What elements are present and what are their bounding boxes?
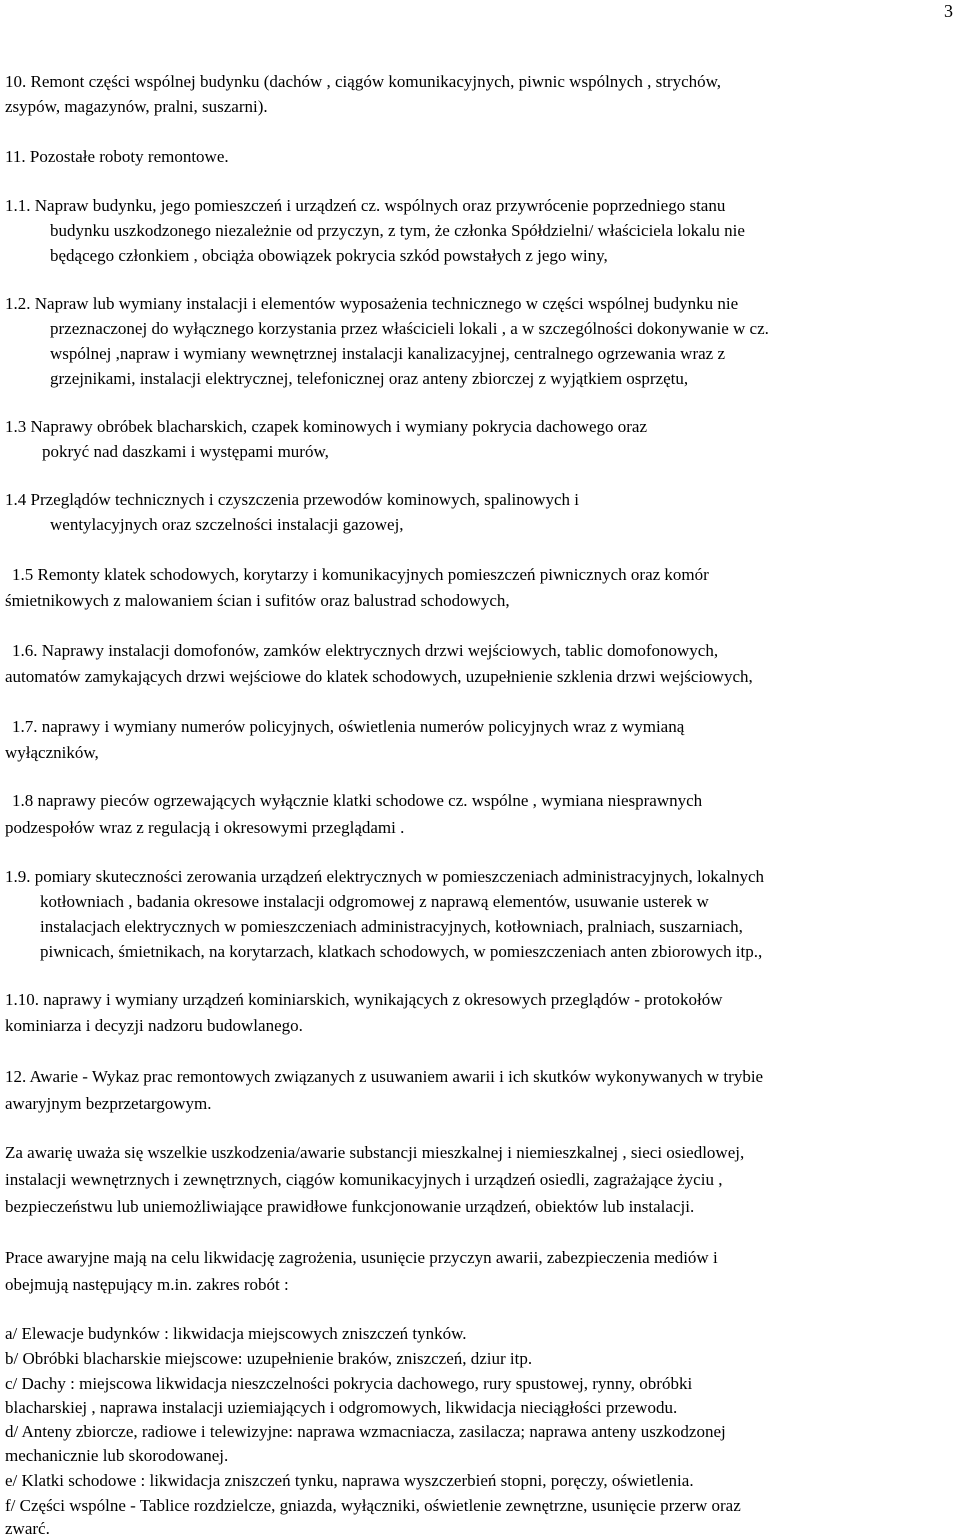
list-item-c-line-1: c/ Dachy : miejscowa likwidacja nieszczelności pokrycia dachowego, rury spustowej, rynny, obróbki: [5, 1374, 693, 1393]
item-1-10-line-2: kominiarza i decyzji nadzoru budowlanego.: [5, 1016, 303, 1035]
item-1-6-line-2: automatów zamykających drzwi wejściowe do klatek schodowych, uzupełnienie szklenia drzwi wejściowych,: [5, 667, 753, 686]
item-1-4-line-1: 1.4 Przeglądów technicznych i czyszczenia przewodów kominowych, spalinowych i: [5, 490, 580, 509]
item-11: 11. Pozostałe roboty remontowe.: [5, 147, 229, 166]
item-1-7-line-2: wyłączników,: [5, 743, 99, 762]
awaria-definition-line-2: instalacji wewnętrznych i zewnętrznych, ciągów komunikacyjnych i urządzeń osiedli, zagrażające życiu ,: [5, 1170, 723, 1189]
item-1-6-line-1: 1.6. Naprawy instalacji domofonów, zamków elektrycznych drzwi wejściowych, tablic domofonowych,: [12, 641, 719, 660]
list-item-a: a/ Elewacje budynków : likwidacja miejscowych zniszczeń tynków.: [5, 1324, 467, 1343]
item-1-3-line-1: 1.3 Naprawy obróbek blacharskich, czapek kominowych i wymiany pokrycia dachowego oraz: [5, 417, 647, 436]
item-1-9-line-1: 1.9. pomiary skuteczności zerowania urządzeń elektrycznych w pomieszczeniach administracyjnych, lokalnych: [5, 867, 765, 886]
item-1-9-line-3: instalacjach elektrycznych w pomieszczeniach administracyjnych, kotłowniach, pralniach, suszarniach,: [40, 917, 743, 936]
item-1-10-line-1: 1.10. naprawy i wymiany urządzeń kominiarskich, wynikających z okresowych przeglądów - protokołów: [5, 990, 723, 1009]
prace-awaryjne-line-1: Prace awaryjne mają na celu likwidację zagrożenia, usunięcie przyczyn awarii, zabezpieczenia mediów i: [5, 1248, 718, 1267]
list-item-d-line-2: mechanicznie lub skorodowanej.: [5, 1446, 229, 1465]
item-1-2-line-2: przeznaczonej do wyłącznego korzystania przez właścicieli lokali , a w szczególności dokonywanie w cz.: [50, 319, 769, 338]
item-1-8-line-2: podzespołów wraz z regulacją i okresowymi przeglądami .: [5, 818, 405, 837]
page-number: 3: [944, 1, 953, 21]
item-1-2-line-3: wspólnej ,napraw i wymiany wewnętrznej instalacji kanalizacyjnej, centralnego ogrzewania wraz z: [50, 344, 725, 363]
list-item-b: b/ Obróbki blacharskie miejscowe: uzupełnienie braków, zniszczeń, dziur itp.: [5, 1349, 533, 1368]
awaria-definition-line-3: bezpieczeństwu lub uniemożliwiające prawidłowe funkcjonowanie urządzeń, obiektów lub instalacji.: [5, 1197, 695, 1216]
list-item-f-line-1: f/ Części wspólne - Tablice rozdzielcze, gniazda, wyłączniki, oświetlenie zewnętrzne, usunięcie przerw oraz: [5, 1496, 741, 1515]
item-1-5-line-2: śmietnikowych z malowaniem ścian i sufitów oraz balustrad schodowych,: [5, 591, 510, 610]
item-1-9-line-4: piwnicach, śmietnikach, na korytarzach, klatkach schodowych, w pomieszczeniach anten zbiorowych itp.,: [40, 942, 763, 961]
item-1-2-line-4: grzejnikami, instalacji elektrycznej, telefonicznej oraz anteny zbiorczej z wyjątkiem osprzętu,: [50, 369, 689, 388]
item-10-line-1: 10. Remont części wspólnej budynku (dachów , ciągów komunikacyjnych, piwnic wspólnych , strychów,: [5, 72, 722, 91]
item-1-1-line-3: będącego członkiem , obciąża obowiązek pokrycia szkód powstałych z jego winy,: [50, 246, 608, 265]
item-1-4-line-2: wentylacyjnych oraz szczelności instalacji gazowej,: [50, 515, 404, 534]
item-1-7-line-1: 1.7. naprawy i wymiany numerów policyjnych, oświetlenia numerów policyjnych wraz z wymianą: [12, 717, 685, 736]
item-1-8-line-1: 1.8 naprawy pieców ogrzewających wyłącznie klatki schodowe cz. wspólne , wymiana niesprawnych: [12, 791, 703, 810]
prace-awaryjne-line-2: obejmują następujący m.in. zakres robót :: [5, 1275, 289, 1294]
item-1-5-line-1: 1.5 Remonty klatek schodowych, korytarzy i komunikacyjnych pomieszczeń piwnicznych oraz komór: [12, 565, 709, 584]
list-item-c-line-2: blacharskiej , naprawa instalacji uziemiających i odgromowych, likwidacja nieciągłości przewodu.: [5, 1398, 678, 1417]
item-10-line-2: zsypów, magazynów, pralni, suszarni).: [5, 97, 268, 116]
list-item-e: e/ Klatki schodowe : likwidacja zniszczeń tynku, naprawa wyszczerbień stopni, poręczy, oświetlenia.: [5, 1471, 694, 1490]
item-1-1-line-1: 1.1. Napraw budynku, jego pomieszczeń i urządzeń cz. wspólnych oraz przywrócenie poprzedniego stanu: [5, 196, 726, 215]
item-1-2-line-1: 1.2. Napraw lub wymiany instalacji i elementów wyposażenia technicznego w części wspólnej budynku nie: [5, 294, 739, 313]
list-item-d-line-1: d/ Anteny zbiorcze, radiowe i telewizyjne: naprawa wzmacniacza, zasilacza; naprawa anteny uszkodzonej: [5, 1422, 726, 1441]
item-1-9-line-2: kotłowniach , badania okresowe instalacji odgromowej z naprawą elementów, usuwanie usterek w: [40, 892, 709, 911]
item-12-line-2: awaryjnym bezprzetargowym.: [5, 1094, 212, 1113]
item-1-3-line-2: pokryć nad daszkami i występami murów,: [42, 442, 329, 461]
item-12-line-1: 12. Awarie - Wykaz prac remontowych związanych z usuwaniem awarii i ich skutków wykonywanych w trybie: [5, 1067, 764, 1086]
list-item-f-line-2: zwarć.: [5, 1519, 50, 1538]
item-1-1-line-2: budynku uszkodzonego niezależnie od przyczyn, z tym, że członka Spółdzielni/ właściciela lokalu nie: [50, 221, 745, 240]
awaria-definition-line-1: Za awarię uważa się wszelkie uszkodzenia/awarie substancji mieszkalnej i niemieszkalnej , sieci osiedlowej,: [5, 1143, 745, 1162]
